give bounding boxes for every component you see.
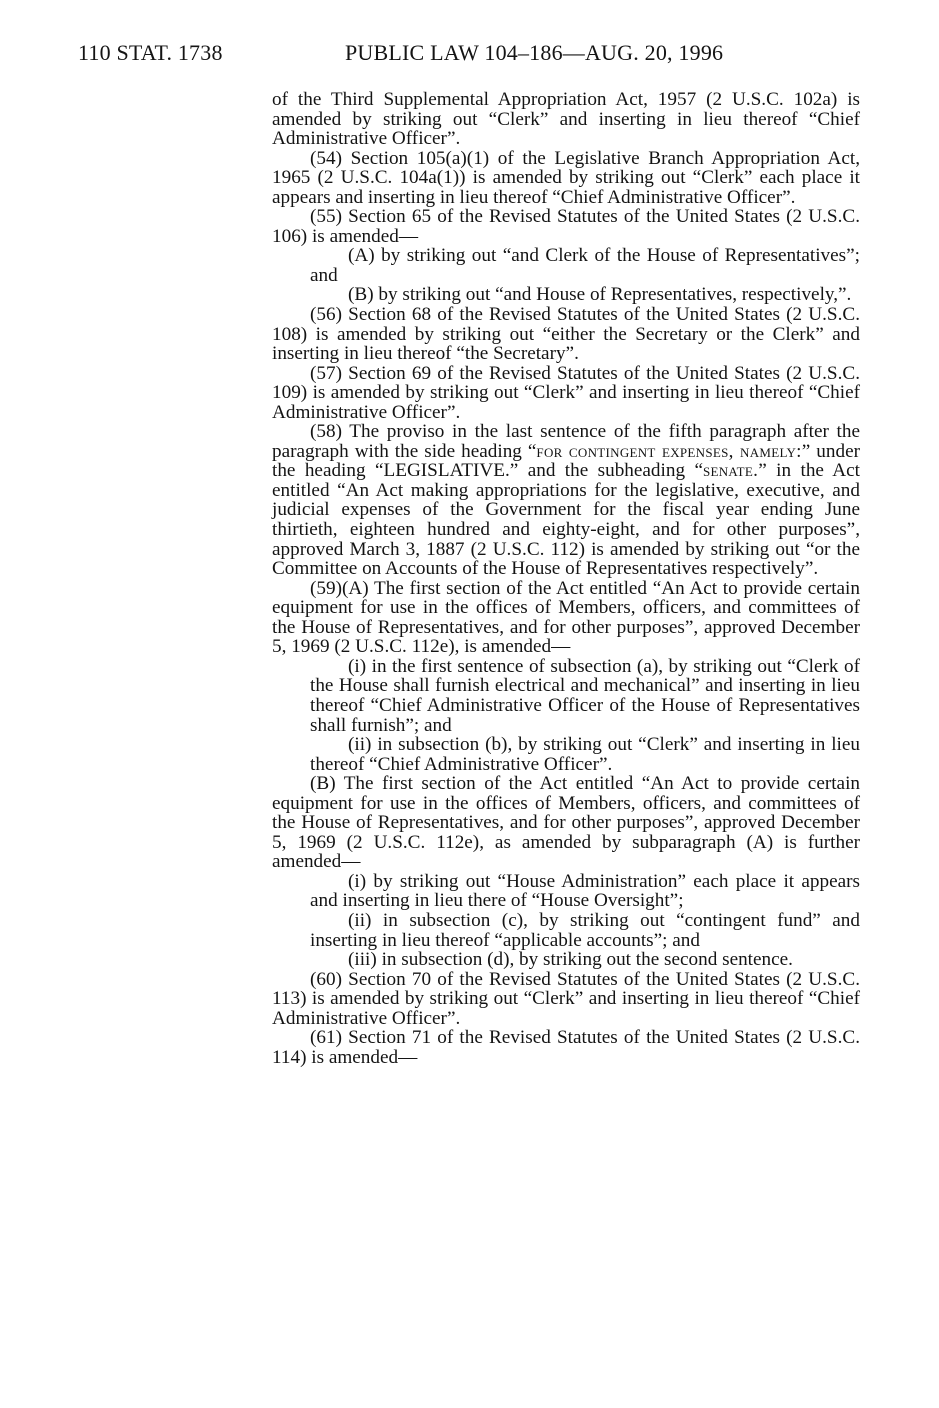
paragraph-59-a-clause-i: (i) in the first sentence of subsection (a), by striking out “Clerk of the House shall furnish electrical and mechanical” and inserting in lieu thereof “Chief Administrative Officer of the House of Representatives shall furnish”; and (310, 655, 860, 736)
paragraph-59-b-clause-i: (i) by striking out “House Administration” each place it appears and inserting in lieu there of “House Oversight”; (310, 870, 860, 912)
paragraph-55: (55) Section 65 of the Revised Statutes of the United States (2 U.S.C. 106) is amended— (272, 206, 860, 247)
paragraph-56: (56) Section 68 of the Revised Statutes of the United States (2 U.S.C. 108) is amended by striking out “either the Secretary or the Clerk” and inserting in lieu thereof “the Secretary”. (272, 304, 860, 365)
paragraph-58-text-1: (58) The proviso in the last sentence of the fifth paragraph after the paragraph with the side heading “ (272, 421, 860, 462)
paragraph-61: (61) Section 71 of the Revised Statutes of the United States (2 U.S.C. 114) is amended— (272, 1027, 860, 1068)
paragraph-59-a: (59)(A) The first section of the Act entitled “An Act to provide certain equipment for use in the offices of Members, officers, and committees of the House of Representatives, and for other purposes”, approved December 5, 1969 (2 U.S.C. 112e), is amended— (272, 577, 860, 658)
paragraph-54: (54) Section 105(a)(1) of the Legislative Branch Appropriation Act, 1965 (2 U.S.C. 104a(1)) is amended by striking out “Clerk” each place it appears and inserting in lieu thereof “Chief Administrative Officer”. (272, 147, 860, 208)
statute-body (272, 90, 860, 1067)
running-header (0, 40, 939, 68)
paragraph-55-subparagraph-b: (B) by striking out “and House of Representatives, respectively,”. (348, 284, 852, 306)
paragraph-58-text-3: ” in the Act entitled “An Act making appropriations for the legislative, executive, and judicial expenses of the Government for the fiscal year ending June thirtieth, eighteen hundred and eighty-eight, and for other purposes”, approved March 3, 1887 (2 U.S.C. 112) is amended by striking out “or the Committee on Accounts of the House of Representatives respectively”. (272, 460, 860, 580)
public-law-reference: PUBLIC LAW 104–186—AUG. 20, 1996 (345, 40, 724, 65)
paragraph-58 (272, 422, 860, 578)
paragraph-55-subparagraph-a: (A) by striking out “and Clerk of the House of Representatives”; and (310, 245, 860, 286)
paragraph-53-continuation: of the Third Supplemental Appropriation Act, 1957 (2 U.S.C. 102a) is amended by striking out “Clerk” and inserting in lieu thereof “Chief Administrative Officer”. (272, 89, 860, 150)
subheading-senate: senate. (702, 460, 759, 482)
paragraph-58-text-2: ” under the heading “LEGISLATIVE.” and the subheading “ (272, 440, 860, 482)
paragraph-59-a-clause-ii: (ii) in subsection (b), by striking out “Clerk” and inserting in lieu thereof “Chief Administrative Officer”. (310, 734, 860, 775)
stat-page-reference: 110 STAT. 1738 (78, 40, 223, 65)
side-heading-contingent-expenses: for contingent expenses, namely: (536, 440, 802, 462)
paragraph-59-b-clause-iii: (iii) in subsection (d), by striking out the second sentence. (348, 949, 793, 971)
paragraph-57: (57) Section 69 of the Revised Statutes of the United States (2 U.S.C. 109) is amended by striking out “Clerk” and inserting in lieu thereof “Chief Administrative Officer”. (272, 362, 860, 423)
paragraph-59-b: (B) The first section of the Act entitled “An Act to provide certain equipment for use in the offices of Members, officers, and committees of the House of Representatives, and for other purposes”, approved December 5, 1969 (2 U.S.C. 112e), as amended by subparagraph (A) is further amended— (272, 773, 860, 873)
paragraph-59-b-clause-ii: (ii) in subsection (c), by striking out “contingent fund” and inserting in lieu thereof “applicable accounts”; and (310, 909, 860, 951)
paragraph-60: (60) Section 70 of the Revised Statutes of the United States (2 U.S.C. 113) is amended by striking out “Clerk” and inserting in lieu thereof “Chief Administrative Officer”. (272, 968, 860, 1029)
